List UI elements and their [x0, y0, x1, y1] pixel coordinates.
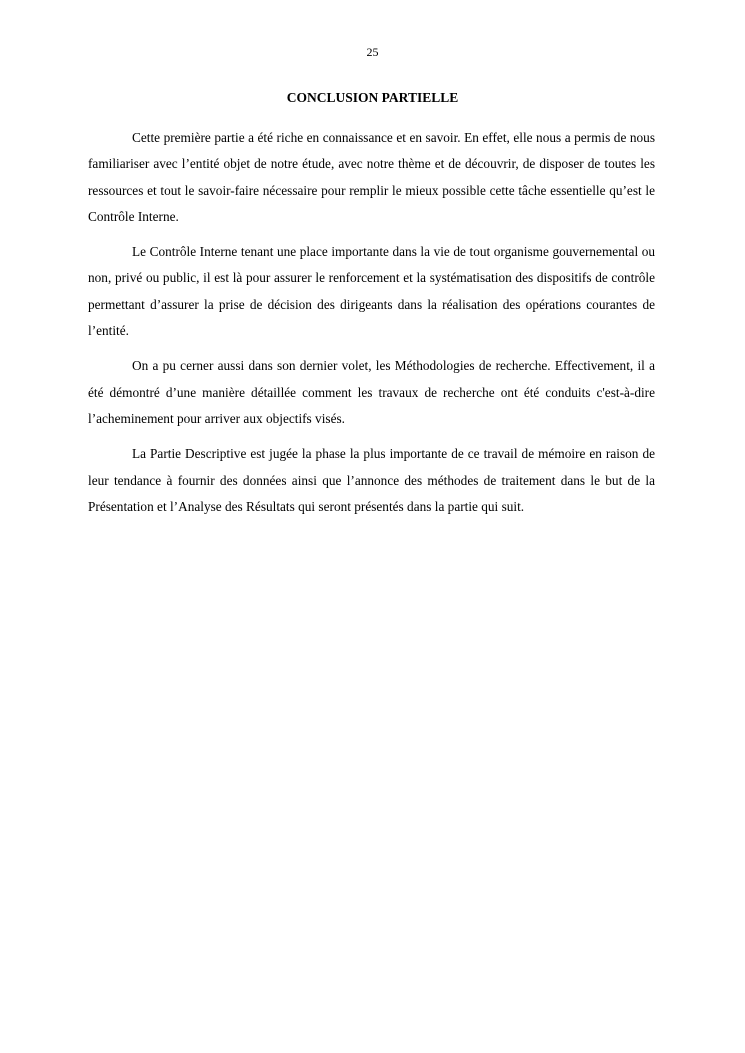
- paragraph-2: Le Contrôle Interne tenant une place importante dans la vie de tout organisme gouvernemental ou non, privé ou public, il est là pour assurer le renforcement et la systématisation des dispositifs de contrôle permettant d’assurer la prise de décision des dirigeants dans la réalisation des opérations courantes de l’entité.: [88, 244, 655, 339]
- page-number: 25: [366, 45, 379, 59]
- body-text: [88, 125, 655, 529]
- section-heading: CONCLUSION PARTIELLE: [286, 90, 459, 105]
- paragraph-1: Cette première partie a été riche en connaissance et en savoir. En effet, elle nous a permis de nous familiariser avec l’entité objet de notre étude, avec notre thème et de découvrir, de disposer de toutes les ressources et tout le savoir-faire nécessaire pour remplir le mieux possible cette tâche essentielle qu’est le Contrôle Interne.: [88, 130, 655, 224]
- paragraph-4: La Partie Descriptive est jugée la phase la plus importante de ce travail de mémoire en raison de leur tendance à fournir des données ainsi que l’annonce des méthodes de traitement dans le but de la Présentation et l’Analyse des Résultats qui seront présentés dans la partie qui suit.: [88, 446, 655, 514]
- paragraph-3: On a pu cerner aussi dans son dernier volet, les Méthodologies de recherche. Effectivement, il a été démontré d’une manière détaillée comment les travaux de recherche ont été conduits c'est-à-dire l’acheminement pour arriver aux objectifs visés.: [88, 358, 655, 426]
